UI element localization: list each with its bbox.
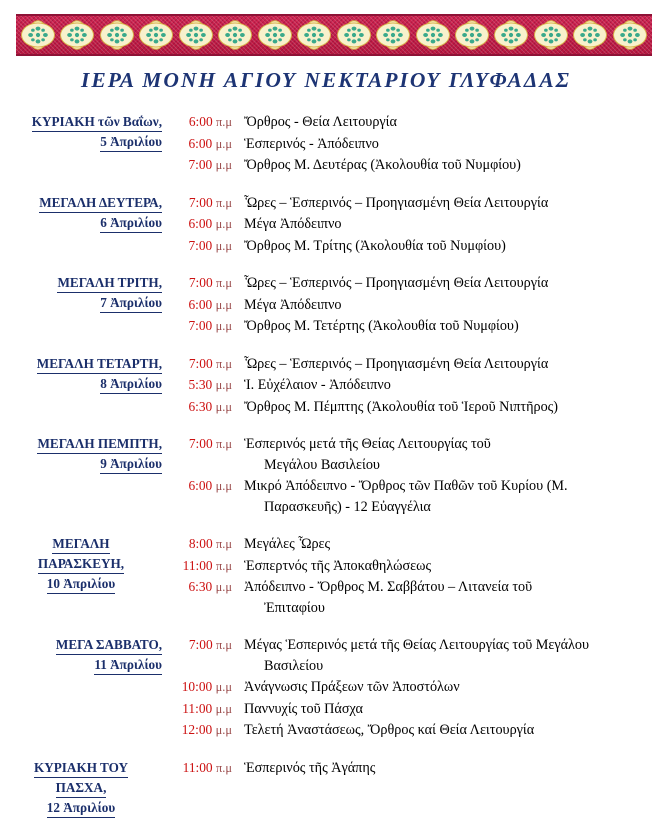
event-time-meridiem: μ.μ (215, 319, 232, 333)
border-medallion (216, 18, 254, 52)
event-time (168, 577, 240, 598)
event-description-text: Μεγάλες Ὧρες (244, 536, 331, 552)
event-description (240, 375, 652, 396)
rosette-icon (184, 24, 208, 46)
schedule-day-block (0, 112, 652, 177)
day-label (0, 112, 168, 152)
event-description-text: Ὧρες – Ἑσπερινός – Προηγιασμένη Θεία Λειτουργία (244, 275, 549, 291)
event-row (168, 434, 652, 475)
rosette-icon (302, 24, 326, 46)
day-label-line (0, 193, 162, 213)
event-time (168, 397, 240, 418)
event-time (168, 699, 240, 720)
event-description-text: Μέγα Ἀπόδειπνο (244, 216, 342, 232)
event-time (168, 635, 240, 656)
rosette-icon (263, 24, 287, 46)
event-row (168, 534, 652, 555)
day-label (0, 635, 168, 675)
event-time (168, 556, 240, 577)
event-time-value: 6:30 (188, 398, 213, 414)
event-description (240, 699, 652, 720)
border-medallion (137, 18, 175, 52)
day-label-text: 11 Ἀπριλίου (94, 655, 162, 675)
event-time (168, 273, 240, 294)
event-time-value: 6:00 (188, 216, 213, 231)
event-time (168, 476, 240, 497)
day-label-line (0, 655, 162, 675)
event-time-meridiem: μ.μ (215, 399, 232, 414)
event-description (240, 134, 652, 155)
event-row (168, 476, 652, 517)
day-label-text: ΠΑΡΑΣΚΕΥΗ, (38, 554, 124, 574)
border-medallion (532, 18, 570, 52)
day-label (0, 193, 168, 233)
day-label-line (0, 132, 162, 152)
event-time-value: 6:00 (188, 478, 213, 493)
event-time-meridiem: π.μ (216, 537, 232, 551)
event-description-text: Παννυχίς τοῦ Πάσχα (244, 700, 363, 717)
event-row (168, 273, 652, 294)
event-row (168, 720, 652, 741)
rosette-icon (381, 24, 405, 46)
rosette-icon (223, 24, 247, 46)
event-description-text: Ἀνάγνωσις Πράξεων τῶν Ἀποστόλων (244, 679, 460, 695)
event-description (240, 677, 652, 698)
event-description (240, 236, 652, 257)
event-time-value: 6:00 (188, 135, 213, 151)
border-medallion (256, 18, 294, 52)
event-description-text: Ὧρες – Ἑσπερινός – Προηγιασμένη Θεία Λειτουργία (244, 355, 549, 372)
event-description-text: Ὄρθρος Μ. Τρίτης (Ἀκολουθία τοῦ Νυμφίου) (244, 237, 506, 254)
rosette-icon (499, 24, 523, 46)
day-label-text: ΚΥΡΙΑΚΗ τῶν Βαΐων, (32, 112, 162, 132)
border-medallion (58, 18, 96, 52)
day-label-text: 12 Ἀπριλίου (47, 798, 115, 818)
decorative-border (16, 14, 652, 56)
day-label-text: 9 Ἀπριλίου (100, 454, 162, 474)
rosette-icon (421, 24, 445, 46)
border-rule-bottom (16, 54, 652, 56)
service-schedule (0, 112, 652, 834)
event-description-text: Ἑσπερτνός τῆς Ἀποκαθηλώσεως (244, 557, 432, 574)
event-time (168, 236, 240, 257)
day-events (168, 758, 652, 780)
event-row (168, 556, 652, 577)
page-title: ΙΕΡΑ ΜΟΝΗ ΑΓΙΟΥ ΝΕΚΤΑΡΙΟΥ ΓΛΥΦΑΔΑΣ (81, 68, 571, 92)
event-time-meridiem: μ.μ (215, 158, 232, 172)
day-events (168, 112, 652, 177)
day-label-text: ΜΕΓΑΛΗ ΤΡΙΤΗ, (57, 273, 162, 293)
day-label-line (0, 112, 162, 132)
border-medallion (414, 18, 452, 52)
event-row (168, 677, 652, 698)
event-description (240, 758, 652, 779)
day-events (168, 534, 652, 619)
day-label-text: ΜΕΓΑΛΗ (52, 534, 109, 554)
day-events (168, 354, 652, 419)
schedule-day-block (0, 273, 652, 338)
event-time-value: 7:00 (188, 436, 213, 451)
day-label-text: 10 Ἀπριλίου (47, 574, 115, 594)
event-row (168, 354, 652, 375)
event-description (240, 720, 652, 741)
event-row (168, 155, 652, 176)
event-description-continuation: Μεγάλου Βασιλείου (264, 456, 380, 473)
event-time (168, 112, 240, 133)
event-description-continuation: Ἐπιταφίου (264, 599, 325, 616)
event-row (168, 316, 652, 337)
schedule-day-block (0, 635, 652, 742)
event-description-text: Μέγα Ἀπόδειπνο (244, 296, 342, 313)
event-description (240, 214, 652, 235)
event-time-meridiem: π.μ (216, 558, 232, 573)
day-label-line (0, 273, 162, 293)
rosette-icon (105, 24, 129, 46)
day-label-text: ΜΕΓΑ ΣΑΒΒΑΤΟ, (56, 635, 162, 655)
schedule-day-block (0, 193, 652, 258)
day-events (168, 635, 652, 742)
event-time (168, 677, 240, 698)
event-description (240, 193, 652, 214)
event-description-text: Ὄρθρος Μ. Πέμπτης (Ἀκολουθία τοῦ Ἱεροῦ Νιπτῆρος) (244, 398, 559, 415)
event-description-text: Ἑσπερινός μετά τῆς Θείας Λειτουργίας τοῦ (244, 436, 491, 452)
event-time-meridiem: μ.μ (215, 701, 232, 716)
event-time-meridiem: μ.μ (215, 580, 232, 594)
event-time (168, 434, 240, 455)
event-time (168, 214, 240, 235)
event-time-value: 7:00 (188, 275, 213, 290)
day-label-text: 7 Ἀπριλίου (100, 293, 162, 313)
event-description-text: Ἑσπερινός - Ἀπόδειπνο (244, 135, 379, 152)
day-label (0, 758, 168, 818)
event-time (168, 193, 240, 214)
event-time-meridiem: μ.μ (215, 723, 232, 737)
event-description-text: Ἀπόδειπνο - Ὄρθρος Μ. Σαββάτου – Λιτανεία τοῦ (244, 579, 533, 595)
event-time-value: 5:30 (188, 377, 213, 392)
event-description (240, 577, 652, 618)
event-time-meridiem: π.μ (216, 276, 232, 290)
event-row (168, 699, 652, 720)
event-time-meridiem: μ.μ (215, 479, 232, 493)
event-time-value: 6:00 (188, 296, 213, 312)
rosette-icon (144, 24, 168, 46)
event-description-text: Ἑσπερινός τῆς Ἀγάπης (244, 759, 376, 776)
event-time-value: 11:00 (182, 557, 213, 573)
event-description (240, 273, 652, 294)
event-time-value: 8:00 (188, 536, 213, 551)
event-row (168, 635, 652, 676)
event-row (168, 397, 652, 418)
day-label-line (0, 213, 162, 233)
event-time (168, 155, 240, 176)
event-time-value: 6:30 (188, 579, 213, 594)
event-row (168, 577, 652, 618)
event-time-meridiem: μ.μ (215, 680, 232, 694)
event-time-value: 7:00 (188, 237, 213, 253)
event-row (168, 295, 652, 316)
event-description (240, 556, 652, 577)
border-medallion (295, 18, 333, 52)
event-row (168, 375, 652, 396)
event-time-value: 12:00 (181, 722, 213, 737)
event-time-meridiem: μ.μ (215, 378, 232, 392)
event-row (168, 193, 652, 214)
event-time (168, 720, 240, 741)
day-label-text: ΜΕΓΑΛΗ ΔΕΥΤΕΡΑ, (39, 193, 162, 213)
event-description-text: Τελετή Ἀναστάσεως, Ὄρθρος καί Θεία Λειτουργία (244, 722, 535, 738)
event-time-value: 7:00 (188, 157, 213, 172)
border-medallion (571, 18, 609, 52)
event-time-meridiem: μ.μ (215, 217, 232, 231)
event-description (240, 476, 652, 517)
event-time (168, 316, 240, 337)
event-description (240, 434, 652, 475)
event-description-text: Ὄρθρος Μ. Δευτέρας (Ἀκολουθία τοῦ Νυμφίου) (244, 157, 521, 173)
event-time-value: 7:00 (188, 355, 213, 371)
rosette-icon (460, 24, 484, 46)
rosette-icon (618, 24, 642, 46)
rosette-icon (26, 24, 50, 46)
day-events (168, 193, 652, 258)
event-time-value: 7:00 (188, 194, 213, 210)
border-medallion (335, 18, 373, 52)
border-medallion (98, 18, 136, 52)
day-label (0, 273, 168, 313)
event-time (168, 134, 240, 155)
border-medallion-row (16, 16, 652, 54)
event-time-meridiem: μ.μ (215, 238, 232, 253)
event-time-meridiem: π.μ (216, 437, 232, 451)
event-time-meridiem: μ.μ (215, 297, 232, 312)
day-label-line (0, 758, 162, 778)
event-time (168, 758, 240, 779)
rosette-icon (65, 24, 89, 46)
event-description-text: Ὄρθρος - Θεία Λειτουργία (244, 114, 397, 130)
event-description (240, 155, 652, 176)
day-label (0, 434, 168, 474)
event-time (168, 375, 240, 396)
day-label-line (0, 554, 162, 574)
day-label-line (0, 635, 162, 655)
day-events (168, 434, 652, 518)
schedule-day-block (0, 354, 652, 419)
event-time-meridiem: π.μ (216, 356, 232, 371)
event-description-text: Μικρό Ἀπόδειπνο - Ὄρθρος τῶν Παθῶν τοῦ Κυρίου (Μ. (244, 478, 568, 494)
event-description-text: Ἱ. Εὐχέλαιον - Ἀπόδειπνο (244, 377, 391, 393)
day-label (0, 534, 168, 594)
event-time-meridiem: π.μ (216, 760, 232, 775)
border-medallion (19, 18, 57, 52)
schedule-day-block (0, 534, 652, 619)
event-time-value: 7:00 (188, 637, 213, 652)
rosette-icon (539, 24, 563, 46)
day-label-text: ΜΕΓΑΛΗ ΤΕΤΑΡΤΗ, (37, 354, 162, 374)
day-label-line (0, 374, 162, 394)
day-label-text: ΠΑΣΧΑ, (56, 778, 107, 798)
event-time (168, 534, 240, 555)
event-time-meridiem: π.μ (216, 115, 232, 129)
day-label-line (0, 293, 162, 313)
border-medallion (374, 18, 412, 52)
schedule-day-block (0, 758, 652, 818)
day-label-line (0, 454, 162, 474)
schedule-day-block (0, 434, 652, 518)
event-time-value: 11:00 (182, 700, 213, 716)
event-description-continuation: Παρασκευῆς) - 12 Εὐαγγέλια (264, 498, 431, 515)
event-description (240, 354, 652, 375)
event-description (240, 112, 652, 133)
event-description-text: Ὄρθρος Μ. Τετέρτης (Ἀκολουθία τοῦ Νυμφίου) (244, 318, 519, 334)
event-description-text: Ὧρες – Ἑσπερινός – Προηγιασμένη Θεία Λειτουργία (244, 194, 549, 211)
event-description (240, 295, 652, 316)
event-description-continuation: Βασιλείου (264, 657, 324, 674)
event-time-value: 7:00 (188, 318, 213, 333)
border-medallion (177, 18, 215, 52)
event-row (168, 112, 652, 133)
day-label-line (0, 354, 162, 374)
event-description (240, 635, 652, 676)
event-description-text: Μέγας Ἑσπερινός μετά τῆς Θείας Λειτουργίας τοῦ Μεγάλου (244, 637, 590, 653)
event-row (168, 214, 652, 235)
event-time-meridiem: π.μ (216, 638, 232, 652)
event-time-value: 6:00 (188, 114, 213, 129)
border-medallion (453, 18, 491, 52)
day-label-text: 6 Ἀπριλίου (100, 213, 162, 233)
event-row (168, 236, 652, 257)
event-time-value: 11:00 (182, 759, 213, 775)
day-label-line (0, 534, 162, 554)
event-description (240, 397, 652, 418)
day-label-line (0, 574, 162, 594)
day-label-line (0, 798, 162, 818)
event-time (168, 295, 240, 316)
event-description (240, 534, 652, 555)
rosette-icon (342, 24, 366, 46)
event-row (168, 134, 652, 155)
event-time-meridiem: μ.μ (215, 136, 232, 151)
day-label (0, 354, 168, 394)
border-medallion (611, 18, 649, 52)
event-description (240, 316, 652, 337)
rosette-icon (578, 24, 602, 46)
day-label-line (0, 778, 162, 798)
event-row (168, 758, 652, 779)
event-time (168, 354, 240, 375)
day-label-text: 8 Ἀπριλίου (100, 374, 162, 394)
day-label-line (0, 434, 162, 454)
day-events (168, 273, 652, 338)
day-label-text: ΚΥΡΙΑΚΗ ΤΟΥ (34, 758, 128, 778)
event-time-value: 10:00 (181, 679, 213, 694)
day-label-text: ΜΕΓΑΛΗ ΠΕΜΠΤΗ, (37, 434, 162, 454)
day-label-text: 5 Ἀπριλίου (100, 132, 162, 152)
border-medallion (492, 18, 530, 52)
event-time-meridiem: π.μ (216, 195, 232, 210)
